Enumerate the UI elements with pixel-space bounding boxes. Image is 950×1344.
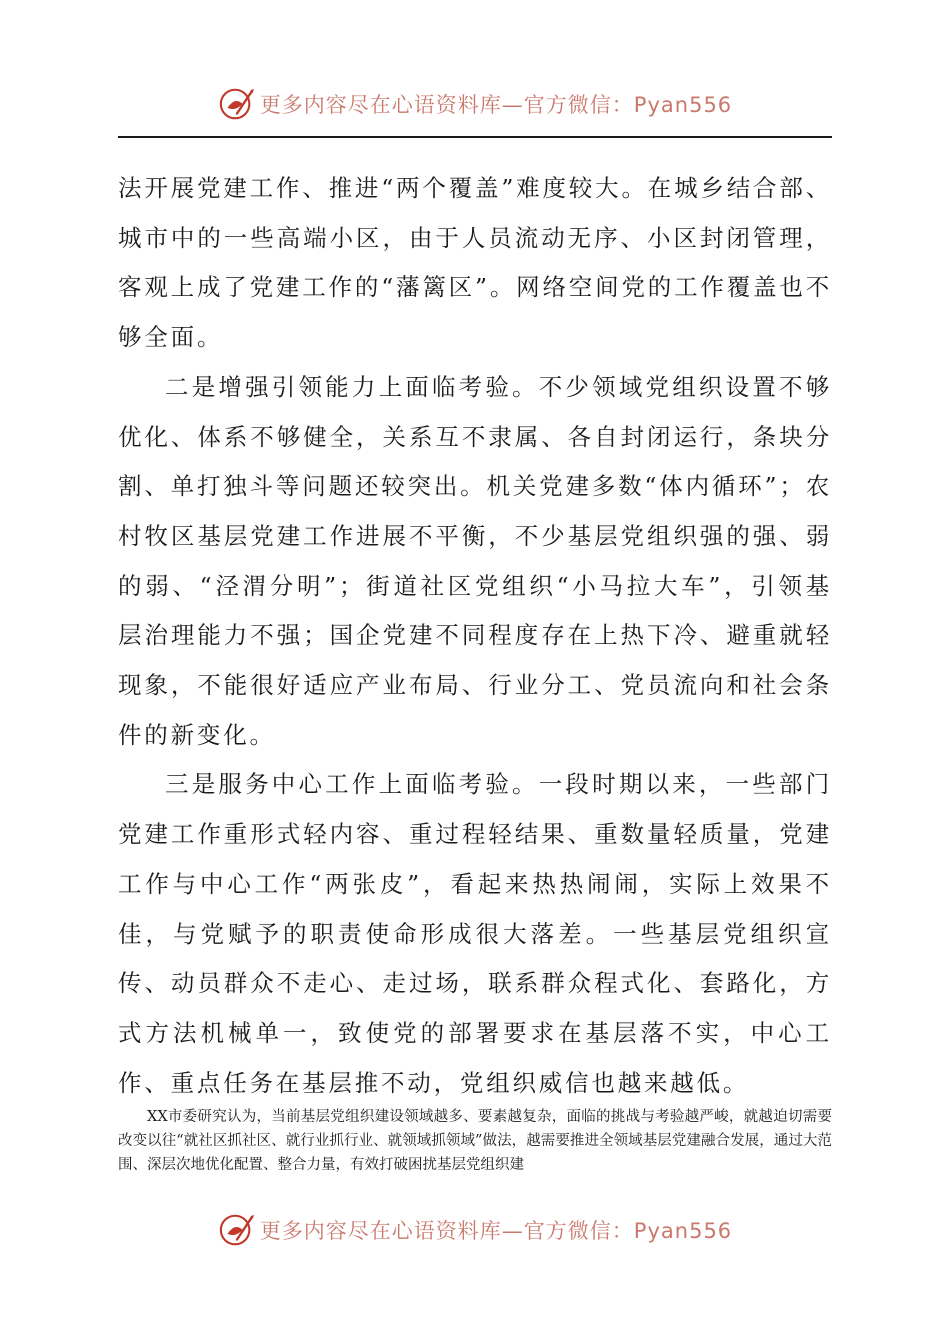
paragraph-leadership: 二是增强引领能力上面临考验。不少领域党组织设置不够优化、体系不够健全，关系互不隶属、各自封闭运行，条块分割、单打独斗等问题还较突出。机关党建多数“体内循环”；农村牧区基层党建工作进展不平衡，不少基层党组织强的强、弱的弱、“泾渭分明”；街道社区党组织“小马拉大车”，引领基层治理能力不强；国企党建不同程度存在上热下冷、避重就轻现象，不能很好适应产业布局、行业分工、党员流向和社会条件的新变化。: [118, 372, 832, 749]
header-divider: [118, 136, 832, 138]
document-body: [118, 164, 832, 1108]
paragraph-service: 三是服务中心工作上面临考验。一段时期以来，一些部门党建工作重形式轻内容、重过程轻结果、重数量轻质量，党建工作与中心工作“两张皮”，看起来热热闹闹，实际上效果不佳，与党赋予的职责使命形成很大落差。一些基层党组织宣传、动员群众不走心、走过场，联系群众程式化、套路化，方式方法机械单一，致使党的部署要求在基层落不实，中心工作、重点任务在基层推不动，党组织威信也越来越低。: [118, 770, 832, 1097]
summary-paragraph: XX市委研究认为，当前基层党组织建设领域越多、要素越复杂，面临的挑战与考验越严峻，就越迫切需要改变以往“就社区抓社区、就行业抓行业、就领域抓领域”做法，越需要推进全领域基层党建融合发展，通过大范围、深层次地优化配置、整合力量，有效打破困扰基层党组织建: [118, 1109, 832, 1173]
paragraph-continuation: 法开展党建工作、推进“两个覆盖”难度较大。在城乡结合部、城市中的一些高端小区，由于人员流动无序、小区封闭管理，客观上成了党建工作的“藩篱区”。网络空间党的工作覆盖也不够全面。: [118, 174, 832, 352]
footer-banner-text: 更多内容尽在心语资料库—官方微信：Pyan556: [259, 1219, 733, 1243]
pen-logo-icon: [218, 85, 256, 123]
summary-block: [118, 1105, 832, 1177]
header-banner: [0, 84, 950, 124]
footer-banner: [0, 1210, 950, 1250]
pen-logo-icon: [218, 1211, 256, 1249]
header-banner-text: 更多内容尽在心语资料库—官方微信：Pyan556: [259, 93, 733, 117]
